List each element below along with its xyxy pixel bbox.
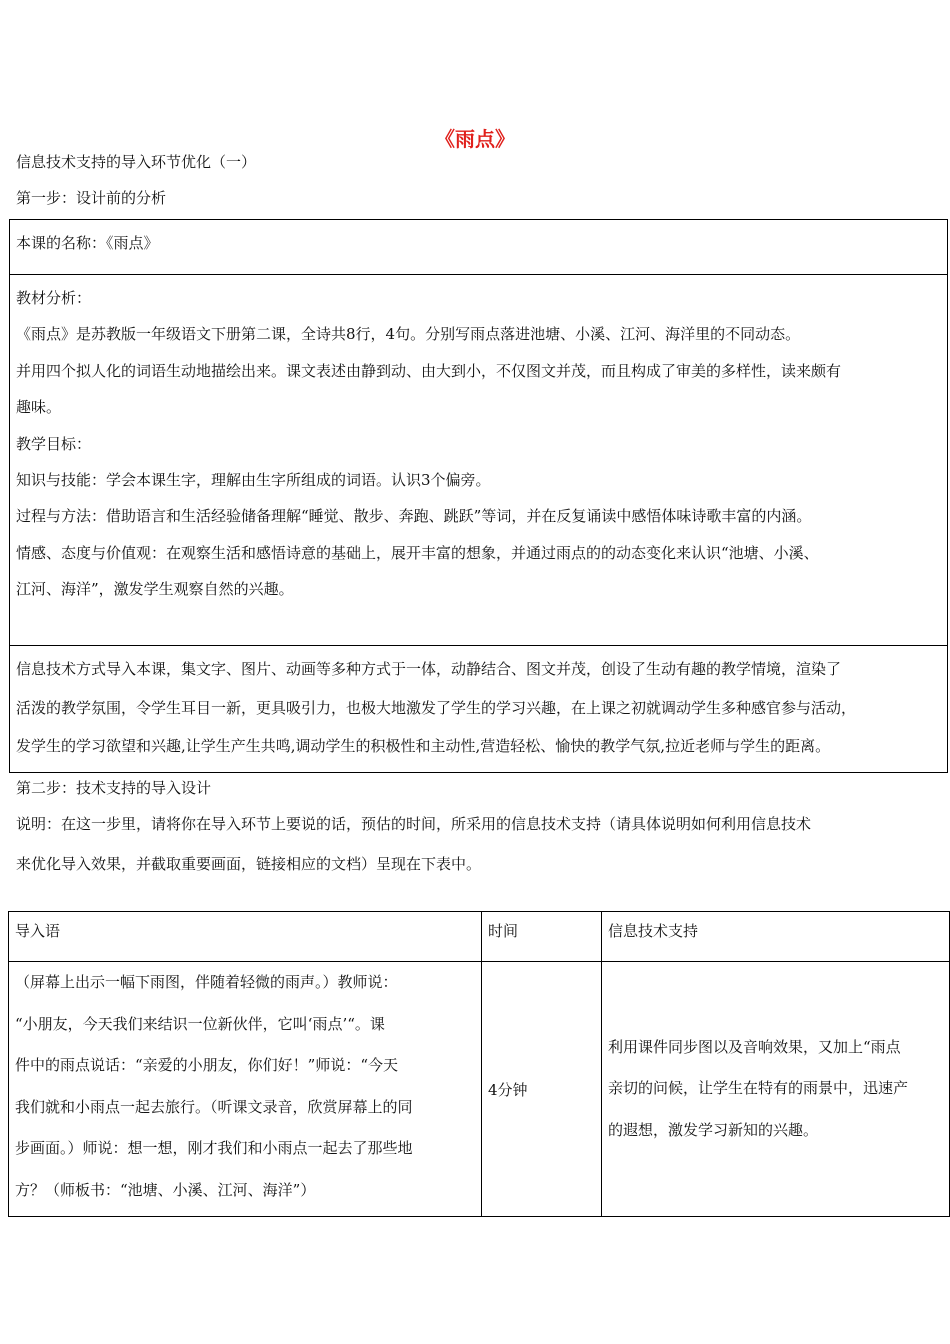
reason-row [10, 646, 947, 772]
analysis-line: 江河、海洋”，激发学生观察自然的兴趣。 [16, 580, 294, 599]
analysis-line: 《雨点》是苏教版一年级语文下册第二课，全诗共8行，4句。分别写雨点落进池塘、小溪、江河、海洋里的不同动态。 [16, 325, 801, 344]
reason-line: 活泼的教学氛围，令学生耳目一新，更具吸引力，也极大地激发了学生的学习兴趣，在上课之初就调动学生多种感官参与活动， [16, 698, 857, 717]
intro-line: “小朋友，今天我们来结识一位新伙伴，它叫‘雨点’“。课 [15, 1014, 385, 1033]
analysis-line: 知识与技能：学会本课生字，理解由生字所组成的词语。认识3个偏旁。 [16, 471, 491, 490]
lesson-name: 本课的名称：《雨点》 [16, 234, 159, 252]
analysis-line: 趣味。 [16, 398, 62, 417]
analysis-line: 教材分析： [16, 289, 92, 307]
header-it-support: 信息技术支持 [602, 912, 950, 962]
intro-line: 步画面。）师说：想一想，刚才我们和小雨点一起去了那些地 [15, 1139, 413, 1157]
it-line: 亲切的问候，让学生在特有的雨景中，迅速产 [608, 1079, 909, 1098]
header-time: 时间 [482, 912, 602, 962]
analysis-line: 教学目标： [16, 434, 92, 453]
analysis-line: 过程与方法：借助语言和生活经验储备理解“睡觉、散步、奔跑、跳跃”等词，并在反复诵读中感悟体味诗歌丰富的内涵。 [16, 507, 812, 526]
lesson-name-row [10, 220, 947, 275]
it-line: 的遐想，激发学习新知的兴趣。 [608, 1120, 819, 1139]
step1-heading: 第一步：设计前的分析 [16, 189, 167, 207]
intro-line: （屏幕上出示一幅下雨图，伴随着轻微的雨声。）教师说： [15, 973, 398, 991]
it-line: 利用课件同步图以及音响效果，又加上“雨点 [608, 1037, 901, 1056]
analysis-row [10, 275, 947, 646]
reason-line: 信息技术方式导入本课，集文字、图片、动画等多种方式于一体，动静结合、图文并茂，创设了生动有趣的教学情境，渲染了 [16, 660, 842, 678]
intro-line: 件中的雨点说话：“亲爱的小朋友，你们好！”师说：“今天 [15, 1056, 399, 1074]
reason-line: 发学生的学习欲望和兴趣,让学生产生共鸣,调动学生的积极性和主动性,营造轻松、愉快的教学气氛,拉近老师与学生的距离。 [16, 737, 831, 755]
table-header-row [9, 912, 950, 962]
page-title: 《雨点》 [435, 127, 515, 151]
analysis-table [9, 219, 948, 773]
note-line-2: 来优化导入效果，并截取重要画面，链接相应的文档）呈现在下表中。 [16, 855, 482, 873]
it-support-cell [602, 962, 950, 1217]
time-cell: 4分钟 [482, 962, 602, 1217]
subtitle: 信息技术支持的导入环节优化（一） [16, 153, 257, 171]
intro-line: 方？（师板书：“池塘、小溪、江河、海洋”） [15, 1180, 316, 1199]
analysis-line: 并用四个拟人化的词语生动地描绘出来。课文表述由静到动、由大到小，不仅图文并茂，而且构成了审美的多样性，读来颇有 [16, 361, 842, 380]
design-table [8, 911, 950, 1217]
analysis-line: 情感、态度与价值观：在观察生活和感悟诗意的基础上，展开丰富的想象，并通过雨点的的动态变化来认识“池塘、小溪、 [16, 543, 819, 562]
table-row [9, 962, 950, 1217]
header-intro: 导入语 [9, 912, 482, 962]
step2-heading: 第二步：技术支持的导入设计 [16, 779, 212, 797]
note-line-1: 说明：在这一步里，请将你在导入环节上要说的话，预估的时间，所采用的信息技术支持（请具体说明如何利用信息技术 [16, 815, 812, 833]
intro-cell [9, 962, 482, 1217]
intro-line: 我们就和小雨点一起去旅行。（听课文录音，欣赏屏幕上的同 [15, 1097, 413, 1116]
